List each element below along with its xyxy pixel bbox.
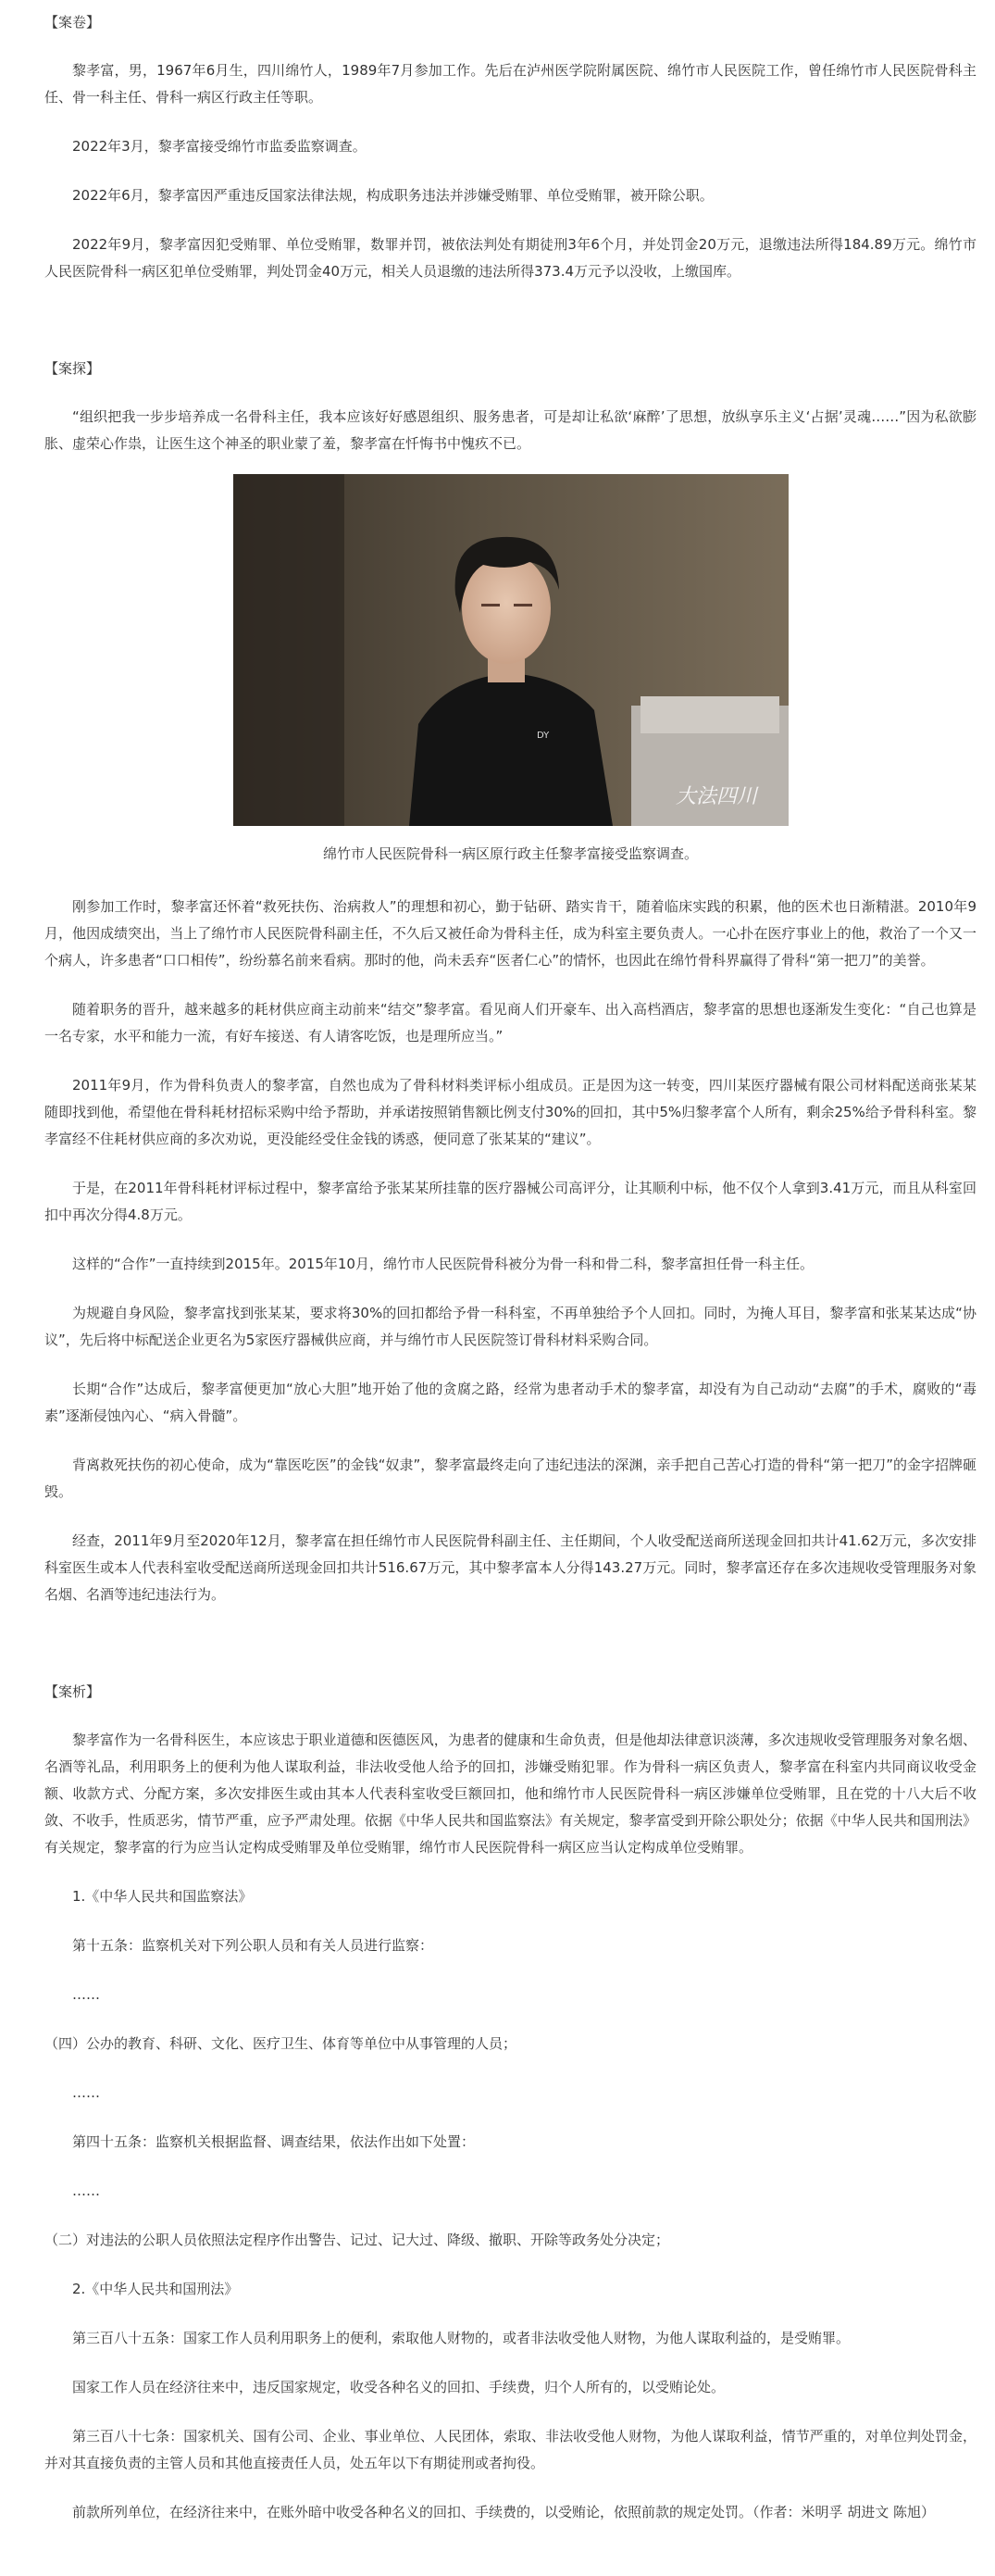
photo-caption: 绵竹市人民医院骨科一病区原行政主任黎孝富接受监察调查。 — [322, 845, 698, 862]
probe-paragraph: 背离救死扶伤的初心使命，成为“靠医吃医”的金钱“奴隶”，黎孝富最终走向了违纪违法的深渊，亲手把自己苦心打造的骨科“第一把刀”的金字招牌砸毁。 — [44, 1457, 976, 1500]
probe-paragraph: 长期“合作”达成后，黎孝富便更加“放心大胆”地开始了他的贪腐之路，经常为患者动手术的黎孝富，却没有为自己动动“去腐”的手术，腐败的“毒素”逐渐侵蚀內心、“病入骨髓”。 — [44, 1381, 976, 1424]
probe-paragraph: 经查，2011年9月至2020年12月，黎孝富在担任绵竹市人民医院骨科副主任、主任期间，个人收受配送商所送现金回扣共计41.62万元，多次安排科室医生或本人代表科室收受配送商所送现金回扣共计516.67万元，其中黎孝富本人分得143.27万元。同时，黎孝富还存在多次违规收受管理服务对象名烟、名酒等违纪违法行为。 — [44, 1532, 976, 1603]
probe-section — [44, 356, 976, 1608]
law-article: 第三百八十七条：国家机关、国有公司、企业、事业单位、人民团体，索取、非法收受他人财物，为他人谋取利益，情节严重的，对单位判处罚金，并对其直接负责的主管人员和其他直接责任人员，处五年以下有期徒刑或者拘役。 — [44, 2428, 976, 2471]
law-article: 第十五条：监察机关对下列公职人员和有关人员进行监察： — [72, 1937, 434, 1954]
shirt-print: DY — [536, 731, 549, 741]
analysis-intro: 黎孝富作为一名骨科医生，本应该忠于职业道德和医德医风，为患者的健康和生命负责，但是他却法律意识淡薄，多次违规收受管理服务对象名烟、名酒等礼品，利用职务上的便利为他人谋取利益，非法收受他人给予的回扣，涉嫌受贿犯罪。作为骨科一病区负责人，黎孝富在科室内共同商议收受金额、收款方式、分配方案，多次安排医生或由其本人代表科室收受巨额回扣，他和绵竹市人民医院骨科一病区涉嫌单位受贿罪，且在党的十八大后不收敛、不收手，性质恶劣，情节严重，应予严肃处理。依据《中华人民共和国监察法》有关规定，黎孝富受到开除公职处分；依据《中华人民共和国刑法》有关规定，黎孝富的行为应当认定构成受贿罪及单位受贿罪，绵竹市人民医院骨科一病区应当认定构成单位受贿罪。 — [44, 1732, 976, 1856]
law-article: 国家工作人员在经济往来中，违反国家规定，收受各种名义的回扣、手续费，归个人所有的，以受贿论处。 — [72, 2379, 726, 2395]
probe-intro: “组织把我一步步培养成一名骨科主任，我本应该好好感恩组织、服务患者，可是却让私欲‘麻醉’了思想，放纵享乐主义‘占据’灵魂……”因为私欲膨胀、虚荣心作祟，让医生这个神圣的职业蒙了羞，黎孝富在忏悔书中愧疚不已。 — [44, 408, 976, 452]
probe-paragraph: 2011年9月，作为骨科负责人的黎孝富，自然也成为了骨科材料类评标小组成员。正是因为这一转变，四川某医疗器械有限公司材料配送商张某某随即找到他，希望他在骨科耗材招标采购中给予帮助，并承诺按照销售额比例支付30%的回扣，其中5%归黎孝富个人所有，剩余25%给予骨科科室。黎孝富经不住耗材供应商的多次劝说，更没能经受住金钱的诱惑，便同意了张某某的“建议”。 — [44, 1077, 976, 1147]
case-paragraph: 2022年6月，黎孝富因严重违反国家法律法规，构成职务违法并涉嫌受贿罪、单位受贿罪，被开除公职。 — [72, 187, 714, 204]
case-section — [44, 9, 976, 285]
law-title: 2.《中华人民共和国刑法》 — [72, 2281, 239, 2297]
probe-section-tag: 【案探】 — [44, 360, 101, 377]
law-article: 第四十五条：监察机关根据监督、调查结果，依法作出如下处置： — [72, 2133, 476, 2150]
investigation-photo — [233, 474, 789, 826]
analysis-section — [44, 1679, 976, 2526]
law-title: 1.《中华人民共和国监察法》 — [72, 1888, 253, 1905]
photo-watermark: 大法四川 — [675, 785, 757, 808]
probe-paragraph: 于是，在2011年骨科耗材评标过程中，黎孝富给予张某某所挂靠的医疗器械公司高评分，让其顺利中标，他不仅个人拿到3.41万元，而且从科室回扣中再次分得4.8万元。 — [44, 1180, 976, 1223]
case-section-tag: 【案卷】 — [44, 14, 101, 31]
law-ellipsis: …… — [72, 1986, 100, 2003]
case-paragraph: 黎孝富，男，1967年6月生，四川绵竹人，1989年7月参加工作。先后在泸州医学院附属医院、绵竹市人民医院工作，曾任绵竹市人民医院骨科主任、骨一科主任、骨科一病区行政主任等职。 — [44, 62, 976, 106]
case-paragraph: 2022年3月，黎孝富接受绵竹市监委监察调查。 — [72, 138, 367, 155]
probe-paragraph: 随着职务的晋升，越来越多的耗材供应商主动前来“结交”黎孝富。看见商人们开豪车、出入高档酒店，黎孝富的思想也逐渐发生变化：“自己也算是一名专家，水平和能力一流，有好车接送、有人请客吃饭，也是理所应当。” — [44, 1001, 976, 1044]
law-ellipsis: …… — [72, 2084, 100, 2101]
law-article-author: 前款所列单位，在经济往来中，在账外暗中收受各种名义的回扣、手续费的，以受贿论，依照前款的规定处罚。（作者：米明孚 胡进文 陈旭） — [72, 2504, 936, 2520]
case-paragraph: 2022年9月，黎孝富因犯受贿罪、单位受贿罪，数罪并罚，被依法判处有期徒刑3年6个月，并处罚金20万元，退缴违法所得184.89万元。绵竹市人民医院骨科一病区犯单位受贿罪，判处罚金40万元，相关人员退缴的违法所得373.4万元予以没收，上缴国库。 — [44, 236, 976, 280]
probe-paragraph: 刚参加工作时，黎孝富还怀着“救死扶伤、治病救人”的理想和初心，勤于钻研、踏实肯干，随着临床实践的积累，他的医术也日渐精湛。2010年9月，他因成绩突出，当上了绵竹市人民医院骨科副主任，不久后又被任命为骨科主任，成为科室主要负责人。一心扑在医疗事业上的他，救治了一个又一个病人，许多患者“口口相传”，纷纷慕名前来看病。那时的他，尚未丢弃“医者仁心”的情怀，也因此在绵竹骨科界赢得了骨科“第一把刀”的美誉。 — [44, 898, 976, 969]
probe-paragraph: 这样的“合作”一直持续到2015年。2015年10月，绵竹市人民医院骨科被分为骨一科和骨二科，黎孝富担任骨一科主任。 — [72, 1256, 814, 1272]
law-clause: （四）公办的教育、科研、文化、医疗卫生、体育等单位中从事管理的人员； — [44, 2035, 517, 2052]
law-article: 第三百八十五条：国家工作人员利用职务上的便利，索取他人财物的，或者非法收受他人财物，为他人谋取利益的，是受贿罪。 — [72, 2330, 851, 2346]
photo-illustration — [233, 474, 789, 826]
analysis-section-tag: 【案析】 — [44, 1683, 101, 1700]
law-ellipsis: …… — [72, 2182, 100, 2199]
law-clause: （二）对违法的公职人员依照法定程序作出警告、记过、记大过、降级、撤职、开除等政务处分决定； — [44, 2232, 670, 2248]
probe-paragraph: 为规避自身风险，黎孝富找到张某某，要求将30%的回扣都给予骨一科科室，不再单独给予个人回扣。同时，为掩人耳目，黎孝富和张某某达成“协议”，先后将中标配送企业更名为5家医疗器械供应商，并与绵竹市人民医院签订骨科材料采购合同。 — [44, 1305, 976, 1348]
